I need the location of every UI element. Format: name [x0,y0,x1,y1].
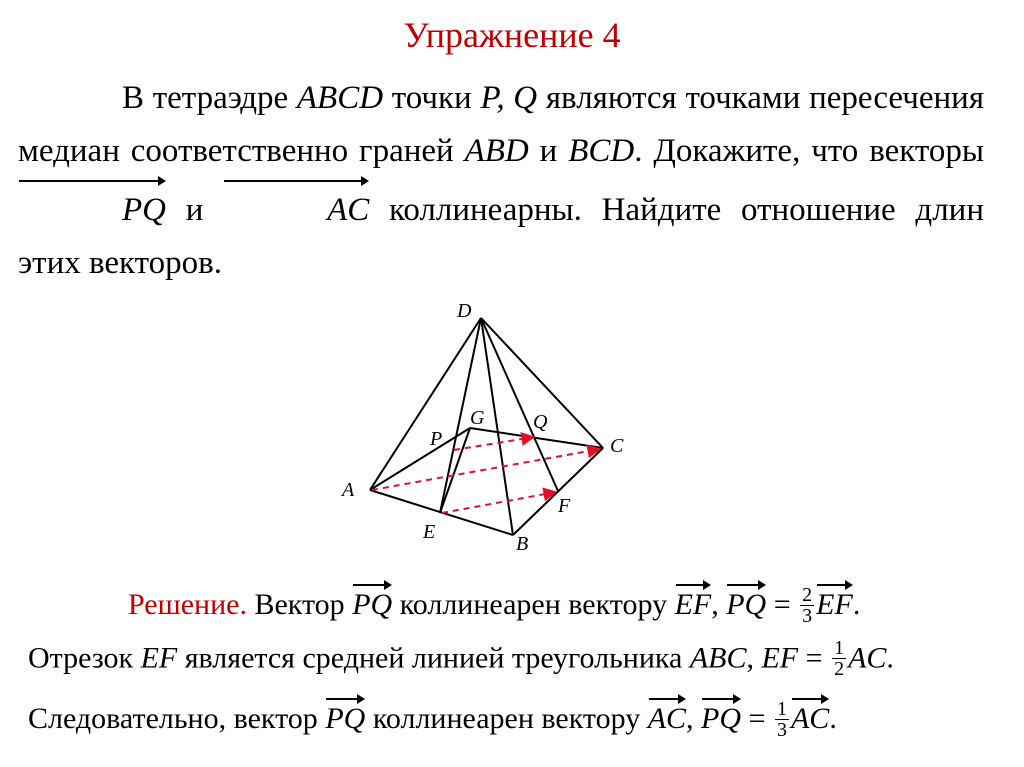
fraction-one-third: $\frac{1}{3}$ [776,697,787,741]
label-d: D [457,300,472,322]
solution-line-3: Следовательно, вектор PQ коллинеарен вектору AC, PQ = $\frac{1}{3}$ AC. [28,696,837,742]
problem-statement: В тетраэдре ABCD точки P, Q являются точками пересечения медиан соответственно граней ABD и BCD. Докажите, что векторы PQ и AC коллинеарны. Найдите отношение длин этих векторов. [18,80,985,281]
edge-da [370,318,481,490]
label-a: A [342,479,355,501]
solution-line-2: Отрезок EF является средней линией треугольника ABC, EF = $\frac{1}{2}$ AC. [28,637,894,680]
edge-bc [513,448,603,535]
tetrahedron-figure [330,290,630,560]
label-b: B [516,533,529,555]
label-q: Q [533,411,548,433]
vector-arrow-icon [675,580,712,590]
solution-label: Решение. [128,588,247,621]
label-c: C [610,435,624,457]
vector-arrow-icon [648,694,686,704]
vector-pq: PQ [18,178,166,237]
slide-title: Упражнение 4 [403,15,621,55]
vector-arrow-icon [791,694,829,704]
face-abd: ABD [464,133,529,169]
vector-arrow-icon [816,580,853,590]
label-e: E [423,521,436,543]
tetrahedron-name: ABCD [296,80,384,116]
vector-pq: PQ [726,582,766,622]
vector-arrow-icon [18,176,166,186]
fraction-two-thirds: $\frac{2}{3}$ [802,583,813,627]
vector-pq: PQ [701,696,741,736]
vector-ac: AC [791,696,829,736]
label-p: P [430,428,443,450]
vector-ac: AC [648,696,686,736]
vector-arrow-icon [223,176,369,186]
vector-ef: EF [816,582,853,622]
fraction-one-half: $\frac{1}{2}$ [834,637,845,680]
label-g: G [470,407,485,429]
vector-ac: AC [223,178,369,237]
vector-ef: EF [675,582,712,622]
edge-ab [370,490,513,535]
label-f: F [558,495,571,517]
vector-arrow-icon [726,580,766,590]
vector-pq: PQ [352,582,392,622]
vector-pq: PQ [325,696,365,736]
median-df [481,318,558,491]
face-bcd: BCD [568,133,635,169]
vector-arrow-icon [352,580,392,590]
points-pq: P, Q [480,80,538,116]
vector-arrow-icon [701,694,741,704]
vector-arrow-icon [325,694,365,704]
solution-line-1: Решение. Вектор PQ коллинеарен вектору EF, PQ = $\frac{2}{3}$ EF. [128,582,860,628]
